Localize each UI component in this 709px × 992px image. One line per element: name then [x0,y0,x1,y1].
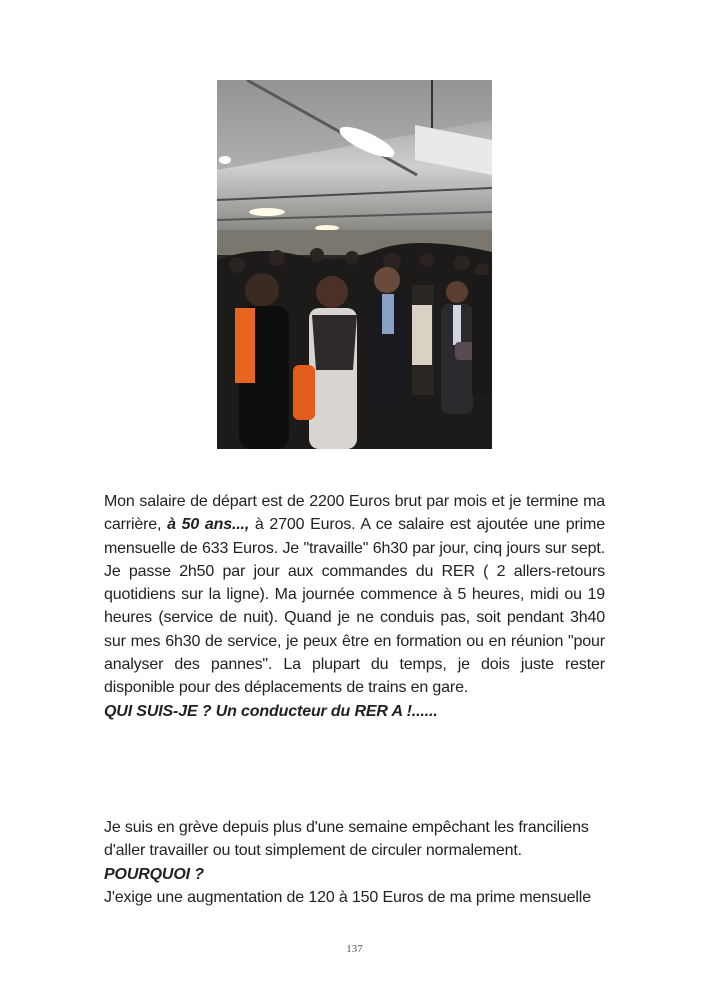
crowd-photo-image [217,80,492,449]
question-why: POURQUOI ? [104,865,204,883]
paragraph-salary-rest: à 2700 Euros. A ce salaire est ajoutée une prime mensuelle de 633 Euros. Je "travaille" 6h30 par jour, cinq jours sur sept. Je passe 2h50 par jour aux commandes du RER ( 2 allers-retours quotidiens sur la ligne). Ma journée commence à 5 heures, midi ou 19 heures (service de nuit). Quand je ne conduis pas, soit pendant 3h40 sur mes 6h30 de service, je peux être en formation ou en réunion "pour analyser des pannes". La plupart du temps, je dois juste rester disponible pour des déplacements de trains en gare. [104,516,605,697]
crowd-photo [217,80,492,449]
strike-line-1: Je suis en grève depuis plus d'une semaine empêchant les franciliens [104,819,589,836]
page-number: 137 [346,943,363,955]
question-who-am-i: QUI SUIS-JE ? Un conducteur du RER A !...... [104,702,438,720]
emphasis-age: à 50 ans..., [167,516,250,534]
strike-line-3: J'exige une augmentation de 120 à 150 Euros de ma prime mensuelle [104,888,591,906]
paragraph-strike [104,816,605,909]
paragraph-salary-start: Mon salaire de départ est de 2200 Euros brut par mois et je termine ma carrière, [104,493,605,534]
strike-line-2: d'aller travailler ou tout simplement de circuler normalement. [104,842,522,860]
paragraph-salary [104,490,605,723]
paragraph-salary-text [104,490,605,700]
